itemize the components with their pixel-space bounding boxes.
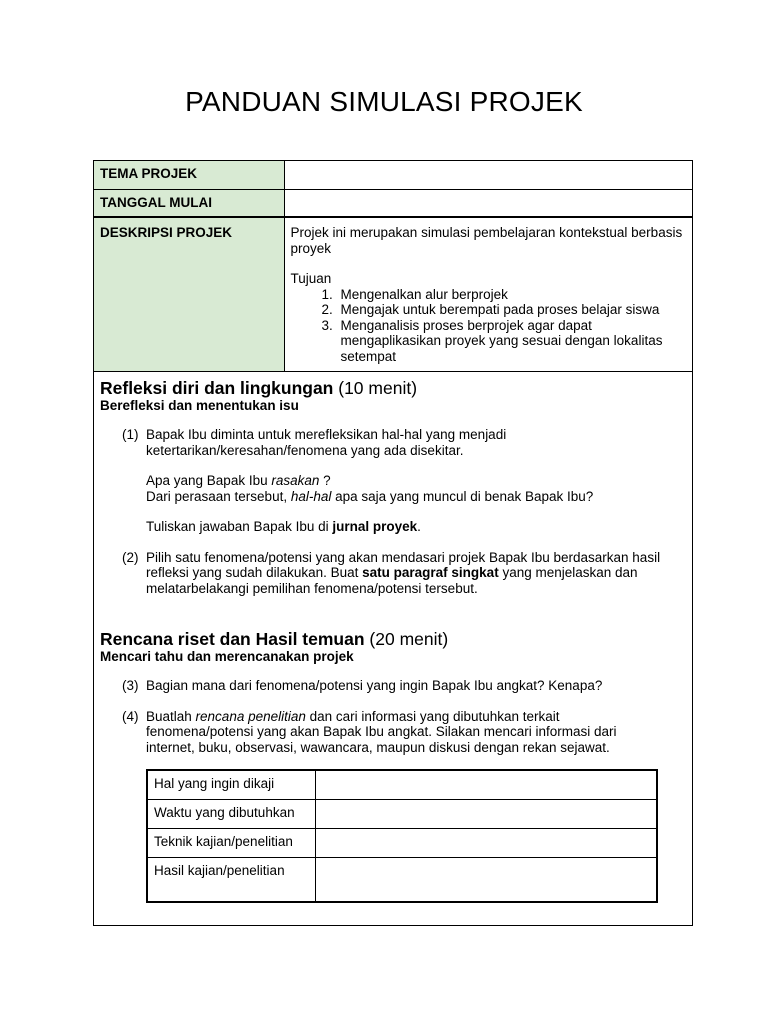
plan-field[interactable] <box>315 857 657 902</box>
item-number: (4) <box>122 708 139 724</box>
tujuan-label: Tujuan <box>290 271 332 286</box>
project-form <box>93 160 693 926</box>
table-row <box>147 857 657 902</box>
plan-field[interactable] <box>315 770 657 799</box>
item-text: Buatlah rencana penelitian dan cari informasi yang dibutuhkan terkait fenomena/potensi yang akan Bapak Ibu angkat. Silakan mencari informasi dari internet, buku, observasi, wawancara, maupun diskusi dengan rekan sejawat. <box>146 708 617 755</box>
tema-label: TEMA PROJEK <box>94 161 284 189</box>
instruction-item <box>122 709 686 756</box>
plan-label: Waktu yang dibutuhkan <box>147 799 315 828</box>
section-refleksi <box>94 372 692 596</box>
deskripsi-label: DESKRIPSI PROJEK <box>94 217 284 372</box>
tujuan-item: 3. Menganalisis proses berprojek agar dapat mengaplikasikan proyek yang sesuai dengan lokalitas setempat <box>337 318 687 365</box>
section-heading <box>100 378 686 398</box>
section-heading-text: Rencana riset dan Hasil temuan <box>100 629 365 649</box>
plan-field[interactable] <box>315 828 657 857</box>
research-plan-table <box>146 769 658 903</box>
section-subheading: Mencari tahu dan merencanakan projek <box>100 649 354 664</box>
tujuan-list <box>291 287 687 365</box>
section-subheading: Berefleksi dan menentukan isu <box>100 398 299 413</box>
tema-field[interactable] <box>284 161 692 189</box>
question-rasakan: Apa yang Bapak Ibu rasakan ? <box>146 473 331 488</box>
plan-field[interactable] <box>315 799 657 828</box>
tema-row <box>94 161 692 189</box>
instruction-item <box>122 550 686 597</box>
page-title: PANDUAN SIMULASI PROJEK <box>185 86 583 117</box>
instruction-item <box>122 678 686 694</box>
item-number: (1) <box>122 427 139 442</box>
table-row <box>147 770 657 799</box>
project-info-table <box>94 161 692 372</box>
plan-label: Teknik kajian/penelitian <box>147 828 315 857</box>
tujuan-item: 1. Mengenalkan alur berprojek <box>337 287 687 303</box>
question-hal-hal: Dari perasaan tersebut, hal-hal apa saja yang muncul di benak Bapak Ibu? <box>146 488 594 504</box>
section-time: (20 menit) <box>369 629 449 649</box>
table-row <box>147 799 657 828</box>
tujuan-item: 2. Mengajak untuk berempati pada proses belajar siswa <box>337 302 687 318</box>
instruction-jurnal: Tuliskan jawaban Bapak Ibu di jurnal proyek. <box>146 519 421 534</box>
plan-label: Hal yang ingin dikaji <box>147 770 315 799</box>
section-rencana <box>94 611 692 903</box>
item-number: (2) <box>122 549 139 565</box>
item-number: (3) <box>122 678 139 693</box>
deskripsi-text: Projek ini merupakan simulasi pembelajaran kontekstual berbasis proyek <box>290 225 683 256</box>
section-heading <box>100 629 686 649</box>
tanggal-row <box>94 189 692 217</box>
item-text: Bagian mana dari fenomena/potensi yang ingin Bapak Ibu angkat? Kenapa? <box>146 678 603 693</box>
table-row <box>147 828 657 857</box>
tanggal-label: TANGGAL MULAI <box>94 189 284 217</box>
item-text: Pilih satu fenomena/potensi yang akan mendasari projek Bapak Ibu berdasarkan hasil refleksi yang sudah dilakukan. Buat satu paragraf singkat yang menjelaskan dan melatarbelakangi pemilihan fenomena/potensi tersebut. <box>146 549 661 596</box>
item-text: Bapak Ibu diminta untuk merefleksikan hal-hal yang menjadi ketertarikan/keresahan/fenomena yang ada disekitar. <box>146 427 507 458</box>
section-heading-text: Refleksi diri dan lingkungan <box>100 378 334 398</box>
section-time: (10 menit) <box>338 378 418 398</box>
plan-label: Hasil kajian/penelitian <box>147 857 315 902</box>
tanggal-field[interactable] <box>284 189 692 217</box>
deskripsi-value <box>284 217 692 372</box>
deskripsi-row <box>94 217 692 372</box>
instruction-item <box>122 427 686 535</box>
